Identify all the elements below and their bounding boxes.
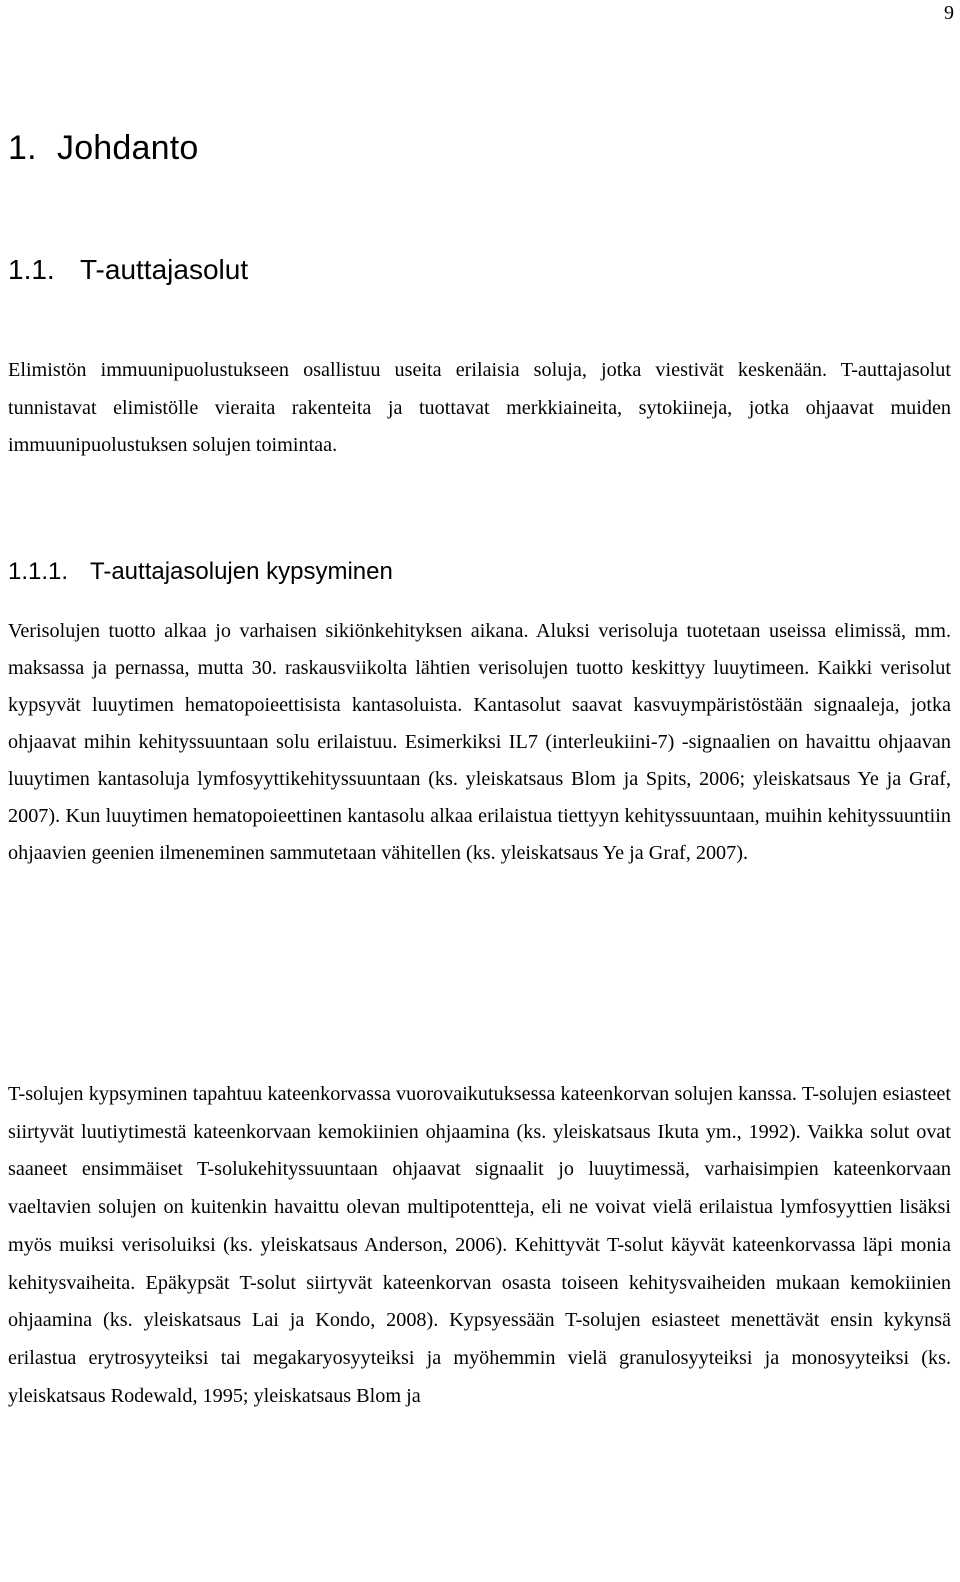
subsection-heading bbox=[8, 556, 393, 588]
subsection-number: 1.1.1. bbox=[8, 558, 69, 585]
body-paragraph-2: T-solujen kypsyminen tapahtuu kateenkorvassa vuorovaikutuksessa kateenkorvan solujen kanssa. T-solujen esiasteet siirtyvät luutiytimestä kateenkorvaan kemokiinien ohjaamina (ks. yleiskatsaus Ikuta ym., 1992). Vaikka solut ovat saaneet ensimmäiset T-solukehityssuuntaan ohjaavat signaalit jo luuytimessä, varhaisimpien kateenkorvaan vaeltavien solujen on kuitenkin havaittu olevan multipotentteja, eli ne voivat vielä erilaistua lymfosyyttien lisäksi myös muiksi verisoluiksi (ks. yleiskatsaus Anderson, 2006). Kehittyvät T-solut käyvät kateenkorvassa läpi monia kehitysvaiheita. Epäkypsät T-solut siirtyvät kateenkorvan osasta toiseen kehitysvaiheiden mukaan kemokiinien ohjaamina (ks. yleiskatsaus Lai ja Kondo, 2008). Kypsyessään T-solujen esiasteet menettävät ensin kykynsä erilastua erytrosyyteiksi tai megakaryosyyteiksi ja myöhemmin vielä granulosyyteiksi ja monosyyteiksi (ks. yleiskatsaus Rodewald, 1995; yleiskatsaus Blom ja bbox=[8, 1083, 951, 1407]
section-heading bbox=[8, 252, 248, 288]
subsection-title: T-auttajasolujen kypsyminen bbox=[90, 558, 393, 585]
page-number: 9 bbox=[944, 2, 954, 24]
section-title: T-auttajasolut bbox=[80, 254, 249, 285]
body-paragraph-1: Verisolujen tuotto alkaa jo varhaisen sikiönkehityksen aikana. Aluksi verisoluja tuotetaan useissa elimissä, mm. maksassa ja pernassa, mutta 30. raskausviikolta lähtien verisolujen tuotto keskittyy luuytimeen. Kaikki verisolut kypsyvät luuytimen hematopoieettisista kantasoluista. Kantasolut saavat kasvuympäristöstään signaaleja, jotka ohjaavat mihin kehityssuuntaan solu erilaistuu. Esimerkiksi IL7 (interleukiini-7) -signaalien on havaittu ohjaavan luuytimen kantasoluja lymfosyyttikehityssuuntaan (ks. yleiskatsaus Blom ja Spits, 2006; yleiskatsaus Ye ja Graf, 2007). Kun luuytimen hematopoieettinen kantasolu alkaa erilaistua tiettyyn kehityssuuntaan, muihin kehityssuuntiin ohjaavien geenien ilmeneminen sammutetaan vähitellen (ks. yleiskatsaus Ye ja Graf, 2007). bbox=[8, 620, 951, 864]
intro-paragraph: Elimistön immuunipuolustukseen osallistuu useita erilaisia soluja, jotka viestivät keskenään. T-auttajasolut tunnistavat elimistölle vieraita rakenteita ja tuottavat merkkiaineita, sytokiineja, jotka ohjaavat muiden immuunipuolustuksen solujen toimintaa. bbox=[8, 359, 951, 457]
section-number: 1.1. bbox=[8, 254, 55, 285]
chapter-heading bbox=[8, 126, 199, 170]
chapter-number: 1. bbox=[8, 129, 37, 167]
chapter-title: Johdanto bbox=[57, 129, 199, 167]
